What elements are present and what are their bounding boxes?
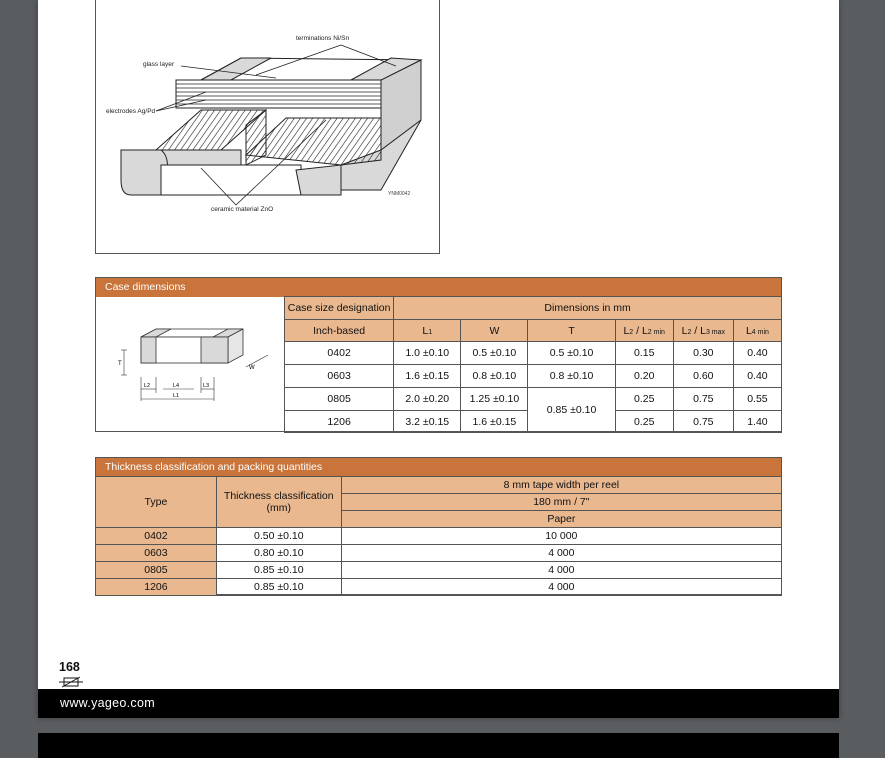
table-row — [285, 365, 782, 388]
header-L3-max: L2 / L3 max — [673, 320, 733, 342]
page-number: 168 — [59, 660, 80, 674]
W-cell: 1.6 ±0.15 — [461, 411, 528, 433]
header-dimensions: Dimensions in mm — [394, 297, 782, 320]
type-cell: 1206 — [96, 579, 217, 596]
T-cell: 0.8 ±0.10 — [528, 365, 615, 388]
case-dimensions-section — [95, 277, 782, 432]
W-cell: 0.8 ±0.10 — [461, 365, 528, 388]
L4-min-cell: 0.40 — [733, 365, 781, 388]
L4-min-cell: 0.40 — [733, 342, 781, 365]
W-cell: 1.25 ±0.10 — [461, 388, 528, 411]
dim-L4-label: L4 — [173, 383, 180, 389]
footer-bar — [38, 689, 839, 718]
label-ceramic: ceramic material ZnO — [211, 206, 274, 213]
L1-cell: 1.0 ±0.10 — [394, 342, 461, 365]
label-electrodes: electrodes Ag/Pd — [106, 108, 156, 115]
L1-cell: 2.0 ±0.20 — [394, 388, 461, 411]
table-row — [96, 562, 782, 579]
L1-cell: 1.6 ±0.15 — [394, 365, 461, 388]
dim-L2-label: L2 — [144, 383, 151, 389]
table-row — [285, 388, 782, 411]
type-cell: 0603 — [96, 545, 217, 562]
footer-url: www.yageo.com — [60, 696, 155, 710]
thickness-cell: 0.85 ±0.10 — [216, 562, 341, 579]
table-row — [96, 545, 782, 562]
table-row — [96, 579, 782, 596]
thickness-table — [95, 476, 782, 596]
T-cell-merged: 0.85 ±0.10 — [528, 388, 615, 433]
L4-min-cell: 1.40 — [733, 411, 781, 433]
header-T: T — [528, 320, 615, 342]
table-row — [96, 528, 782, 545]
dim-W-label: W — [249, 365, 255, 371]
L3-max-cell: 0.60 — [673, 365, 733, 388]
W-cell: 0.5 ±0.10 — [461, 342, 528, 365]
T-cell: 0.5 ±0.10 — [528, 342, 615, 365]
L3-max-cell: 0.30 — [673, 342, 733, 365]
header-thickness-classification: Thickness classification (mm) — [216, 477, 341, 528]
label-terminations: terminations Ni/Sn — [296, 35, 350, 42]
L3-max-cell: 0.75 — [673, 411, 733, 433]
label-glass-layer: glass layer — [143, 61, 175, 68]
header-L2-min: L2 / L2 min — [615, 320, 673, 342]
dim-T-label: T — [118, 361, 122, 367]
header-L4-min: L4 min — [733, 320, 781, 342]
case-dimensions-title: Case dimensions — [96, 278, 781, 297]
next-page-edge — [38, 733, 839, 758]
thickness-cell: 0.80 ±0.10 — [216, 545, 341, 562]
L2-min-cell: 0.20 — [615, 365, 673, 388]
case-dimensions-table — [284, 296, 782, 433]
datasheet-page — [38, 0, 839, 718]
thickness-section — [95, 457, 782, 595]
L3-max-cell: 0.75 — [673, 388, 733, 411]
construction-figure — [95, 0, 440, 254]
thickness-cell: 0.50 ±0.10 — [216, 528, 341, 545]
L2-min-cell: 0.25 — [615, 411, 673, 433]
dim-L1-label: L1 — [173, 393, 180, 399]
chip-dimension-drawing — [96, 297, 285, 432]
header-case-size: Case size designation — [285, 297, 394, 320]
L2-min-cell: 0.25 — [615, 388, 673, 411]
varistor-construction-drawing — [96, 0, 439, 252]
case-size-cell: 0603 — [285, 365, 394, 388]
quantity-cell: 10 000 — [341, 528, 781, 545]
L4-min-cell: 0.55 — [733, 388, 781, 411]
header-L1: L1 — [394, 320, 461, 342]
header-W: W — [461, 320, 528, 342]
header-tape-width: 8 mm tape width per reel — [341, 477, 781, 494]
table-row — [285, 342, 782, 365]
header-inch-based: Inch-based — [285, 320, 394, 342]
header-type: Type — [96, 477, 217, 528]
L2-min-cell: 0.15 — [615, 342, 673, 365]
L1-cell: 3.2 ±0.15 — [394, 411, 461, 433]
thickness-title: Thickness classification and packing quantities — [96, 458, 781, 477]
header-reel-size: 180 mm / 7" — [341, 494, 781, 511]
dim-L3-label: L3 — [203, 383, 210, 389]
type-cell: 0805 — [96, 562, 217, 579]
quantity-cell: 4 000 — [341, 545, 781, 562]
thickness-cell: 0.85 ±0.10 — [216, 579, 341, 596]
quantity-cell: 4 000 — [341, 579, 781, 596]
column-header-row — [285, 320, 782, 342]
case-size-cell: 1206 — [285, 411, 394, 433]
case-size-cell: 0402 — [285, 342, 394, 365]
case-drawing — [96, 297, 285, 432]
figure-code: YNM0042 — [388, 191, 411, 197]
header-paper: Paper — [341, 511, 781, 528]
quantity-cell: 4 000 — [341, 562, 781, 579]
case-size-cell: 0805 — [285, 388, 394, 411]
type-cell: 0402 — [96, 528, 217, 545]
